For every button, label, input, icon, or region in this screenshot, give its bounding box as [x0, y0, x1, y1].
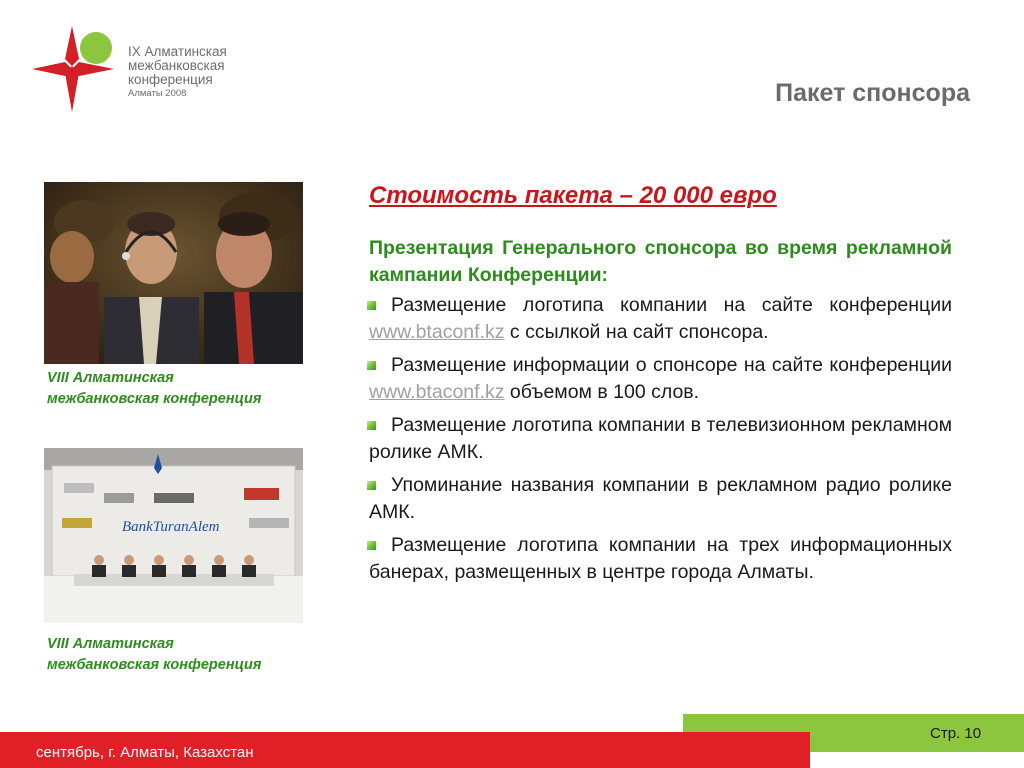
logo-line-1: IX Алматинская: [128, 44, 227, 59]
bullet-marker-icon: [367, 301, 376, 310]
conference-logo: [32, 26, 122, 112]
caption-1-line-2: межбанковская конференция: [47, 391, 262, 407]
bullet-item: [369, 292, 952, 346]
site-link[interactable]: www.btaconf.kz: [369, 381, 505, 403]
logo-text: [128, 45, 227, 100]
bullet-item: [369, 472, 952, 526]
stage-photo: [44, 448, 303, 623]
logo-line-2: межбанковская: [128, 58, 225, 73]
slide-title: Пакет спонсора: [775, 79, 970, 107]
bullet-4-text: Упоминание названия компании в рекламном радио ролике АМК.: [369, 474, 952, 523]
bullet-3-text: Размещение логотипа компании в телевизионном рекламном ролике АМК.: [369, 414, 952, 463]
page-number: Стр. 10: [930, 725, 982, 742]
intro-text: Презентация Генерального спонсора во время рекламной кампании Конференции:: [369, 237, 952, 286]
bullet-5-text: Размещение логотипа компании на трех информационных банерах, размещенных в центре города Алматы.: [369, 534, 952, 583]
bullet-2-text: Размещение информации о спонсоре на сайте конференции: [391, 354, 952, 376]
banner-text: BankTuranAlem: [122, 519, 220, 535]
bullet-1-text: Размещение логотипа компании на сайте конференции: [391, 294, 952, 316]
bullet-marker-icon: [367, 421, 376, 430]
caption-2-line-1: VIII Алматинская: [47, 636, 174, 652]
caption-1-line-1: VIII Алматинская: [47, 370, 174, 386]
bullet-marker-icon: [367, 361, 376, 370]
package-price: Стоимость пакета – 20 000 евро: [369, 182, 777, 209]
footer-location: сентябрь, г. Алматы, Казахстан: [36, 744, 254, 761]
bullet-marker-icon: [367, 481, 376, 490]
logo-subtitle: Алматы 2008: [128, 88, 187, 99]
bullet-marker-icon: [367, 541, 376, 550]
caption-2-line-2: межбанковская конференция: [47, 657, 262, 673]
audience-photo: [44, 182, 303, 364]
photo-caption-1: [47, 368, 317, 410]
photo-caption-2: [47, 634, 317, 676]
bullet-item: [369, 412, 952, 466]
bullet-item: [369, 352, 952, 406]
sponsor-package-content: [369, 182, 952, 592]
bullet-item: [369, 532, 952, 586]
logo-line-3: конференция: [128, 72, 213, 87]
bullet-1-tail: с ссылкой на сайт спонсора.: [504, 321, 769, 343]
bullet-2-tail: объемом в 100 слов.: [504, 381, 700, 403]
site-link[interactable]: www.btaconf.kz: [369, 321, 505, 343]
